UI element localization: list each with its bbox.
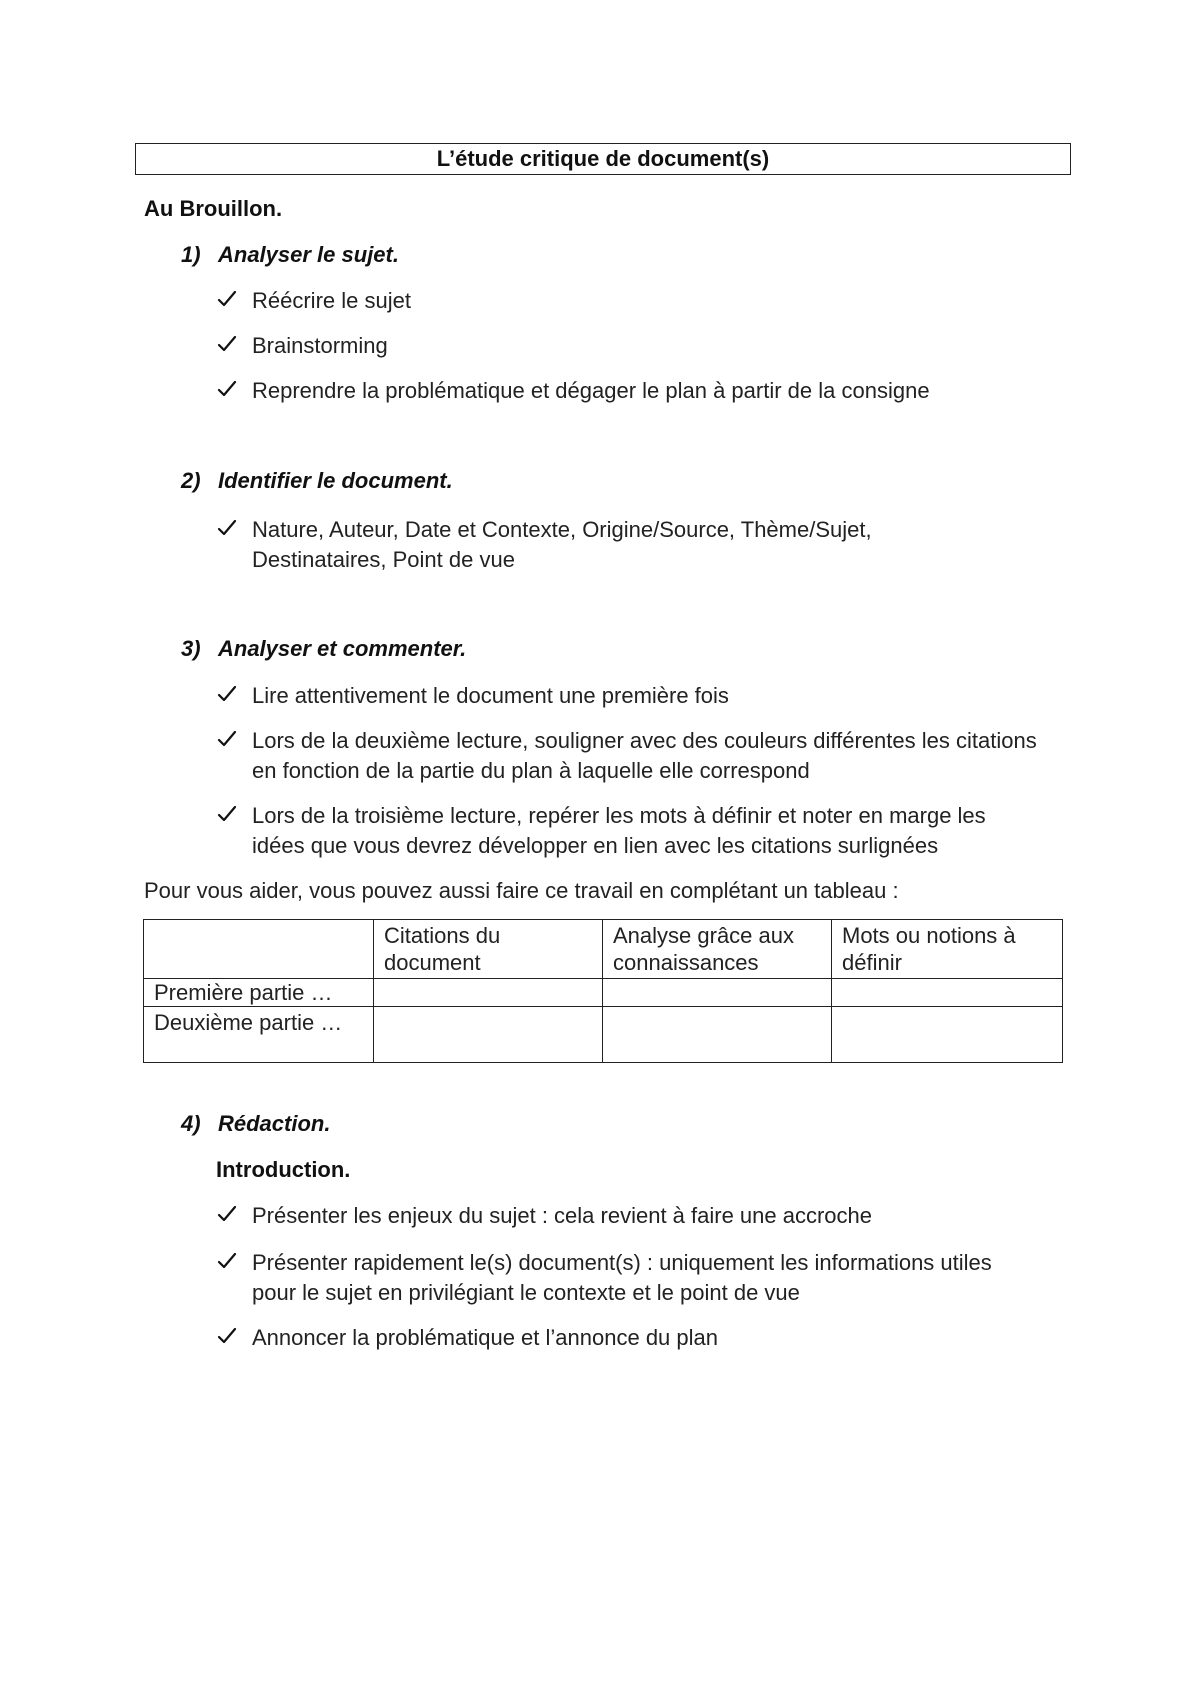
checkmark-icon: [217, 681, 237, 711]
introduction-heading: Introduction.: [216, 1157, 351, 1182]
section-4-heading: [181, 1111, 330, 1137]
section-1-number: 1): [181, 242, 201, 267]
section-2-number: 2): [181, 468, 201, 493]
list-item-text: Réécrire le sujet: [252, 288, 411, 313]
section-3-heading: [181, 636, 466, 662]
table-cell: [374, 1007, 603, 1063]
table-header-cell: [144, 920, 374, 979]
document-subtitle: Au Brouillon.: [144, 196, 283, 221]
document-title: L’étude critique de document(s): [135, 143, 1071, 175]
checkmark-icon: [217, 1323, 237, 1353]
section-3-number: 3): [181, 636, 201, 661]
table-header-cell: Citations du document: [374, 920, 603, 979]
table-cell: [374, 979, 603, 1007]
checkmark-icon: [217, 1201, 237, 1231]
checkmark-icon: [217, 331, 237, 361]
table-row: [144, 979, 1063, 1007]
checkmark-icon: [217, 376, 237, 406]
section-1-title: Analyser le sujet.: [218, 242, 399, 267]
section-1-heading: [181, 242, 399, 268]
list-item-text: Annoncer la problématique et l’annonce du plan: [252, 1325, 718, 1350]
table-header-row: [144, 920, 1063, 979]
checkmark-icon: [217, 286, 237, 316]
list-item-text: Reprendre la problématique et dégager le plan à partir de la consigne: [252, 378, 930, 403]
checkmark-icon: [217, 515, 237, 545]
section-2-title: Identifier le document.: [218, 468, 453, 493]
table-row: [144, 1007, 1063, 1063]
table-cell: [832, 979, 1063, 1007]
table-cell: Première partie …: [144, 979, 374, 1007]
section-4-number: 4): [181, 1111, 201, 1136]
section-4-title: Rédaction.: [218, 1111, 331, 1136]
list-item-text: Lors de la deuxième lecture, souligner avec des couleurs différentes les citations en fonction de la partie du plan à laquelle elle correspond: [252, 728, 1037, 783]
section-2-heading: [181, 468, 453, 494]
list-item-text: Nature, Auteur, Date et Contexte, Origine/Source, Thème/Sujet, Destinataires, Point de vue: [252, 517, 872, 572]
table-header-cell: Mots ou notions à définir: [832, 920, 1063, 979]
list-item-text: Lors de la troisième lecture, repérer les mots à définir et noter en marge les idées que vous devrez développer en lien avec les citations surlignées: [252, 803, 986, 858]
list-item-text: Présenter les enjeux du sujet : cela revient à faire une accroche: [252, 1203, 873, 1228]
table-cell: [832, 1007, 1063, 1063]
section-3-title: Analyser et commenter.: [218, 636, 467, 661]
list-item-text: Brainstorming: [252, 333, 388, 358]
table-cell: Deuxième partie …: [144, 1007, 374, 1063]
analysis-table: [143, 919, 1063, 1063]
table-header-cell: Analyse grâce aux connaissances: [603, 920, 832, 979]
checkmark-icon: [217, 1248, 237, 1278]
table-cell: [603, 979, 832, 1007]
checkmark-icon: [217, 726, 237, 756]
list-item-text: Lire attentivement le document une première fois: [252, 683, 729, 708]
list-item-text: Présenter rapidement le(s) document(s) : uniquement les informations utiles pour le sujet en privilégiant le contexte et le point de vue: [252, 1250, 992, 1305]
table-cell: [603, 1007, 832, 1063]
table-intro: Pour vous aider, vous pouvez aussi faire ce travail en complétant un tableau :: [144, 878, 899, 903]
checkmark-icon: [217, 801, 237, 831]
